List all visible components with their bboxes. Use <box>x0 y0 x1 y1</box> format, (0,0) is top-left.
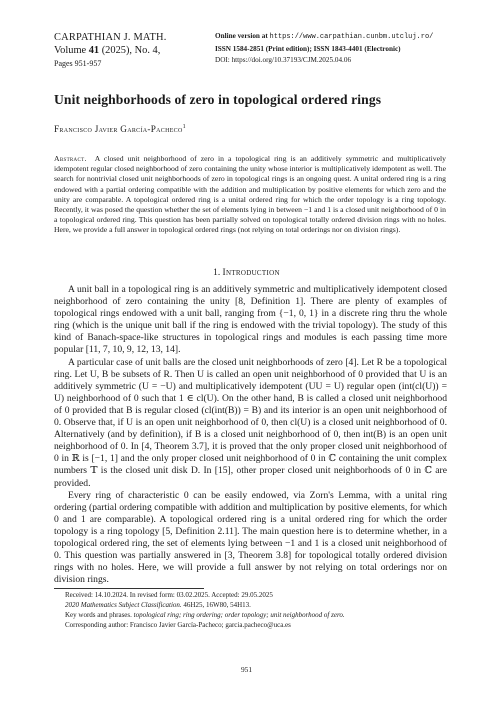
author-name: Francisco Javier García-Pacheco$^1$ <box>54 124 186 135</box>
publication-info <box>215 31 455 67</box>
msc-line: 2020 Mathematics Subject Classification. 46H25, 16W80, 54H13. <box>65 601 251 610</box>
paragraph: Every ring of characteristic 0 can be easily endowed, via Zorn's Lemma, with a unital ring ordering (partial ordering compatible with addition and multiplication by positive elements, for which 0 and 1 are comparable). A topological ordered ring is a unital ordered ring for which the order topology is a ring topology [5, Definition 2.11]. The main question here is to determine whether, in a topological ordered ring, the set of elements lying between −1 and 1 is a closed unit neighborhood of 0. This question was partially answered in [3, Theorem 3.8] for topological totally ordered division rings with no holes. Here, we will provide a full answer by not relying on total orderings nor on division rings. <box>54 489 447 586</box>
abstract-text: A closed unit neighborhood of zero in a topological ring is an additively symmetric and multiplicatively idempotent regular closed neighborhood of zero containing the unity whose interior is multiplicatively idempotent as well. The search for nontrivial closed unit neighborhoods of zero in topological rings is an ongoing quest. A unital ordered ring is a ring endowed with a partial ordering compatible with the addition and multiplication by positive elements for which zero and the unity are comparable. A topological ordered ring is a unital ordered ring for which the order topology is a ring topology. Recently, it was posed the question whether the set of elements lying in between −1 and 1 is a closed unit neighborhood of 0 in a topological ordered ring. This question has been partially solved on topological totally ordered division rings with no holes. Here, we provide a full answer in topological ordered rings (not relying on total orderings nor on division rings). <box>54 154 446 235</box>
volume-line <box>54 44 224 57</box>
section-number: 1. <box>213 268 221 278</box>
volume-suffix: (2025), No. 4, <box>99 45 161 56</box>
keywords-line: Key words and phrases. topological ring; ring ordering; order topology; unit neighborhood of zero. <box>65 611 345 620</box>
paper-title: Unit neighborhoods of zero in topological ordered rings <box>54 92 382 107</box>
paragraph: A unit ball in a topological ring is an additively symmetric and multiplicatively idempotent closed neighborhood of zero containing the unity [8, Definition 1]. There are plenty of examples of topological rings endowed with a unit ball, ranging from {−1, 0, 1} in a discrete ring thru the whole ring (which is the unique unit ball if the ring is endowed with the trivial topology). The study of this kind of Banach-space-like structures in topological rings and modules is each passing time more popular [11, 7, 10, 9, 12, 13, 14]. <box>54 284 447 356</box>
volume-number: 41 <box>88 45 100 56</box>
corresponding-author: Corresponding author: Francisco Javier García-Pacheco; garcia.pacheco@uca.es <box>65 621 291 630</box>
page-number: 951 <box>240 665 253 674</box>
abstract <box>54 154 446 236</box>
volume-prefix: Volume <box>54 45 89 56</box>
footnotes <box>65 590 445 630</box>
paragraph: A particular case of unit balls are the closed unit neighborhoods of zero [4]. Let R be a topological ring. Let U, B be subsets of R. Then U is called an open unit neighborhood of 0 provided that U is an additively symmetric (U = −U) and multiplicatively idempotent (UU = U) regular open (int(cl(U)) = U) neighborhood of 0 such that 1 ∈ cl(U). On the other hand, B is called a closed unit neighborhood of 0 provided that B is regular closed (cl(int(B)) = B) and its interior is an open unit neighborhood of 0. Observe that, if U is an open unit neighborhood of 0, then cl(U) is a closed unit neighborhood of 0. Alternatively (and by definition), if B is a closed unit neighborhood of 0, then int(B) is an open unit neighborhood of 0. In [4, Theorem 3.7], it is proved that the only proper closed unit neighborhood of 0 in ℝ is [−1, 1] and the only proper closed unit neighborhood of 0 in ℂ containing the unit complex numbers 𝕋 is the closed unit disk D. In [15], other proper closed unit neighborhoods of 0 in ℂ are provided. <box>54 356 447 489</box>
online-prefix: Online version at <box>215 32 270 40</box>
author-footnote-mark: 1 <box>182 124 186 130</box>
doi-link[interactable]: DOI: https://doi.org/10.37193/CJM.2025.04.06 <box>215 56 352 65</box>
received-dates: Received: 14.10.2024. In revised form: 03.02.2025. Accepted: 29.05.2025 <box>65 591 273 599</box>
abstract-label: Abstract. <box>54 154 87 163</box>
journal-name: CARPATHIAN J. MATH. <box>54 32 167 43</box>
issn-line: ISSN 1584-2851 (Print edition); ISSN 1843-4401 (Electronic) <box>215 44 401 53</box>
online-line <box>215 31 455 44</box>
section-title: Introduction <box>222 268 280 278</box>
body-text <box>54 284 447 586</box>
journal-header <box>54 31 224 69</box>
page-range: Pages 951-957 <box>54 59 102 68</box>
footnote-rule <box>54 588 204 589</box>
online-url-link[interactable]: https://www.carpathian.cunbm.utcluj.ro/ <box>269 33 434 41</box>
section-heading <box>0 268 493 278</box>
